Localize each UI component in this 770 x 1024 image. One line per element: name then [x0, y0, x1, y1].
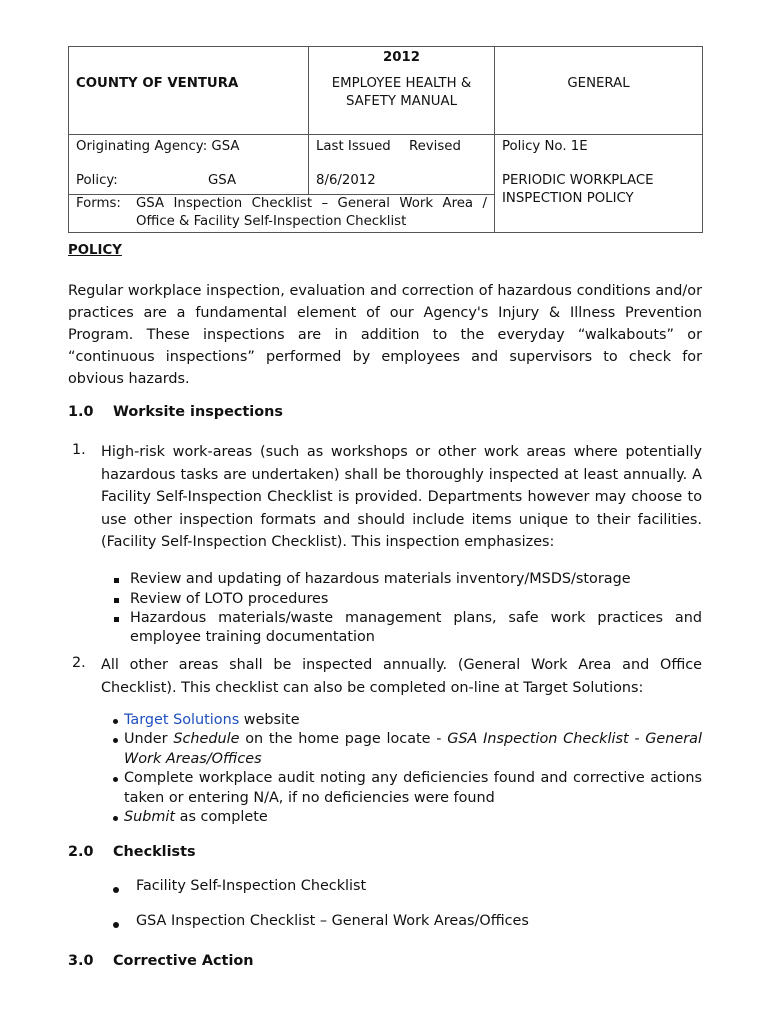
- section-2-number: 2.0: [68, 844, 94, 860]
- policy-title-line1: PERIODIC WORKPLACE: [502, 173, 654, 188]
- section-1-number: 1.0: [68, 404, 94, 420]
- checklist-name: GSA Inspection Checklist - General Work Areas/Offices: [124, 731, 702, 767]
- issued-cell: [309, 135, 495, 195]
- manual-title-line1: EMPLOYEE HEALTH &: [331, 76, 472, 91]
- manual-cell: [309, 47, 495, 135]
- sub-bullet-target: [124, 711, 702, 731]
- section-3-title: Corrective Action: [113, 953, 254, 969]
- category: GENERAL: [567, 76, 630, 91]
- submit-text: Submit: [124, 809, 176, 825]
- item-1-number: 1.: [72, 442, 86, 458]
- submit-suffix: as complete: [175, 809, 268, 825]
- policy-title-line2: INSPECTION POLICY: [502, 191, 634, 206]
- policy-no-cell: [495, 135, 703, 233]
- policy-number: Policy No. 1E: [502, 139, 588, 154]
- item-2-text: All other areas shall be inspected annually. (General Work Area and Office Checklist). This checklist can also be completed on-line at Target Solutions:: [101, 657, 702, 696]
- sub-bullet-under: [124, 730, 702, 769]
- under-middle: on the home page locate -: [239, 731, 448, 747]
- section-2-title: Checklists: [113, 844, 196, 860]
- manual-title-line2: SAFETY MANUAL: [345, 94, 458, 109]
- forms-line1: GSA Inspection Checklist – General Work Area /: [136, 196, 487, 211]
- county-name: COUNTY OF VENTURA: [76, 76, 239, 91]
- schedule-text: Schedule: [173, 731, 240, 747]
- forms-label: Forms:: [76, 196, 121, 211]
- checklist-item: GSA Inspection Checklist – General Work Areas/Offices: [136, 913, 529, 929]
- section-3-number: 3.0: [68, 953, 94, 969]
- header-table: [68, 46, 703, 233]
- item-1-text: High-risk work-areas (such as workshops or other work areas where potentially hazardous tasks are undertaken) shall be thoroughly inspected at least annually. A Facility Self-Inspection Checklist is provided. Departments however may choose to use other inspection formats and should include items unique to their facilities. (Facility Self-Inspection Checklist). This inspection emphasizes:: [101, 444, 702, 550]
- sub-bullet-complete: Complete workplace audit noting any deficiencies found and corrective actions taken or entering N/A, if no deficiencies were found: [124, 770, 702, 806]
- forms-cell: [69, 195, 495, 233]
- bullet-text: Review and updating of hazardous materials inventory/MSDS/storage: [130, 571, 631, 587]
- bullet-text: Review of LOTO procedures: [130, 591, 329, 607]
- originating-agency: Originating Agency: GSA: [76, 139, 240, 154]
- sub-bullet-submit: [124, 808, 702, 828]
- policy-paragraph: Regular workplace inspection, evaluation and correction of hazardous conditions and/or practices are a fundamental element of our Agency's Injury & Illness Prevention Program. These inspections are in addition to the everyday “walkabouts” or “continuous inspections” performed by employees and supervisors to check for obvious hazards.: [68, 283, 702, 387]
- under-prefix: Under: [124, 731, 174, 747]
- section-1-title: Worksite inspections: [113, 404, 283, 420]
- policy-label: Policy:: [76, 173, 118, 188]
- target-solutions-link[interactable]: Target Solutions: [124, 712, 240, 728]
- county-cell: [69, 47, 309, 135]
- agency-cell: [69, 135, 309, 195]
- category-cell: [495, 47, 703, 135]
- manual-year: 2012: [382, 50, 420, 65]
- last-issued-label: Last Issued: [316, 139, 391, 154]
- revised-label: Revised: [408, 139, 461, 154]
- link-suffix: website: [239, 712, 300, 728]
- policy-heading: POLICY: [68, 243, 122, 258]
- checklist-item: Facility Self-Inspection Checklist: [136, 878, 367, 894]
- issue-date: 8/6/2012: [316, 173, 376, 188]
- item-2-number: 2.: [72, 655, 86, 671]
- forms-line2: Office & Facility Self-Inspection Checklist: [136, 214, 407, 229]
- policy-value: GSA: [208, 173, 237, 188]
- bullet-text: Hazardous materials/waste management plans, safe work practices and employee training documentation: [130, 610, 702, 645]
